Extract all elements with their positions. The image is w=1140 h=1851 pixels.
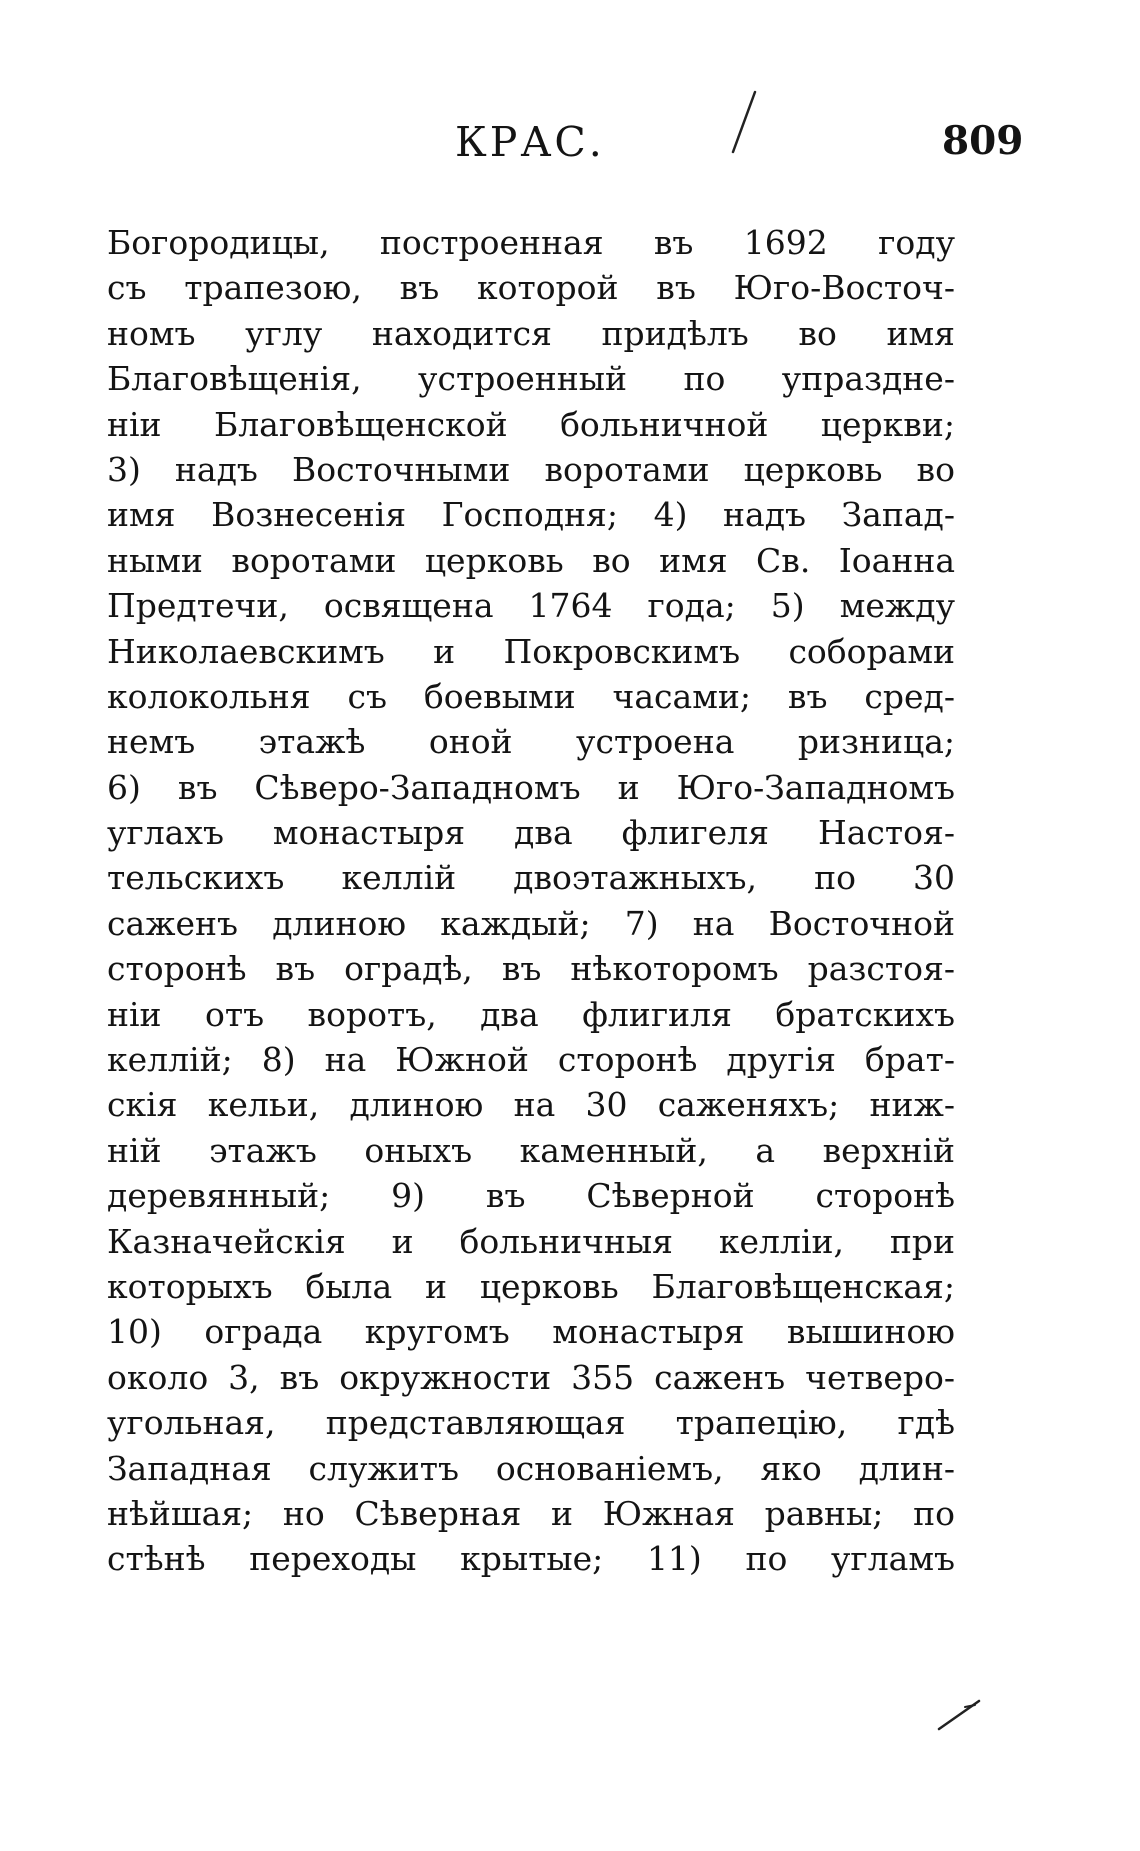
text-line: Благовѣщенія, устроенный по упраздне- bbox=[107, 359, 955, 399]
running-head bbox=[0, 118, 1140, 178]
text-line: ніи отъ воротъ, два флигиля братскихъ bbox=[107, 994, 955, 1034]
body-text bbox=[107, 220, 955, 1582]
text-line: немъ этажѣ оной устроена ризница; bbox=[107, 722, 955, 762]
text-line: нѣйшая; но Сѣверная и Южная равны; по bbox=[107, 1493, 955, 1533]
text-line: углахъ монастыря два флигеля Настоя- bbox=[107, 813, 955, 853]
page-number: 809 bbox=[942, 118, 1024, 164]
text-line: которыхъ была и церковь Благовѣщенская; bbox=[107, 1266, 955, 1306]
text-line: 3) надъ Восточными воротами церковь во bbox=[107, 449, 955, 489]
text-line: деревянный; 9) въ Сѣверной сторонѣ bbox=[107, 1176, 955, 1216]
text-line: Николаевскимъ и Покровскимъ соборами bbox=[107, 631, 955, 671]
running-title: КРАС. bbox=[455, 118, 605, 166]
text-line: 10) ограда кругомъ монастыря вышиною bbox=[107, 1312, 955, 1352]
text-line: тельскихъ келлій двоэтажныхъ, по 30 bbox=[107, 858, 955, 898]
text-line: скія кельи, длиною на 30 саженяхъ; ниж- bbox=[107, 1085, 955, 1125]
text-line: номъ углу находится придѣлъ во имя bbox=[107, 313, 955, 353]
text-line: угольная, представляющая трапецію, гдѣ bbox=[107, 1403, 955, 1443]
pencil-stroke-mark bbox=[725, 88, 765, 158]
text-line: келлій; 8) на Южной сторонѣ другія брат- bbox=[107, 1040, 955, 1080]
text-line: съ трапезою, въ которой въ Юго-Восточ- bbox=[107, 268, 955, 308]
text-line: Казначейскія и больничныя келліи, при bbox=[107, 1221, 955, 1261]
pencil-tick-mark bbox=[935, 1695, 985, 1735]
text-line: ніи Благовѣщенской больничной церкви; bbox=[107, 404, 955, 444]
text-line: саженъ длиною каждый; 7) на Восточной bbox=[107, 903, 955, 943]
text-line: Богородицы, построенная въ 1692 году bbox=[107, 223, 955, 262]
text-line: Предтечи, освящена 1764 года; 5) между bbox=[107, 586, 955, 626]
text-line: около 3, въ окружности 355 саженъ четверо- bbox=[107, 1357, 955, 1397]
text-line: Западная служитъ основаніемъ, яко длин- bbox=[107, 1448, 955, 1488]
text-line: стѣнѣ переходы крытые; 11) по угламъ bbox=[107, 1539, 955, 1579]
text-line: колокольня съ боевыми часами; въ сред- bbox=[107, 676, 955, 716]
text-line: 6) въ Сѣверо-Западномъ и Юго-Западномъ bbox=[107, 767, 955, 807]
text-line: ными воротами церковь во имя Св. Іоанна bbox=[107, 540, 955, 580]
text-line: сторонѣ въ оградѣ, въ нѣкоторомъ разстоя- bbox=[107, 949, 955, 989]
text-line: ній этажъ оныхъ каменный, а верхній bbox=[107, 1130, 955, 1170]
text-line: имя Вознесенія Господня; 4) надъ Запад- bbox=[107, 495, 955, 535]
